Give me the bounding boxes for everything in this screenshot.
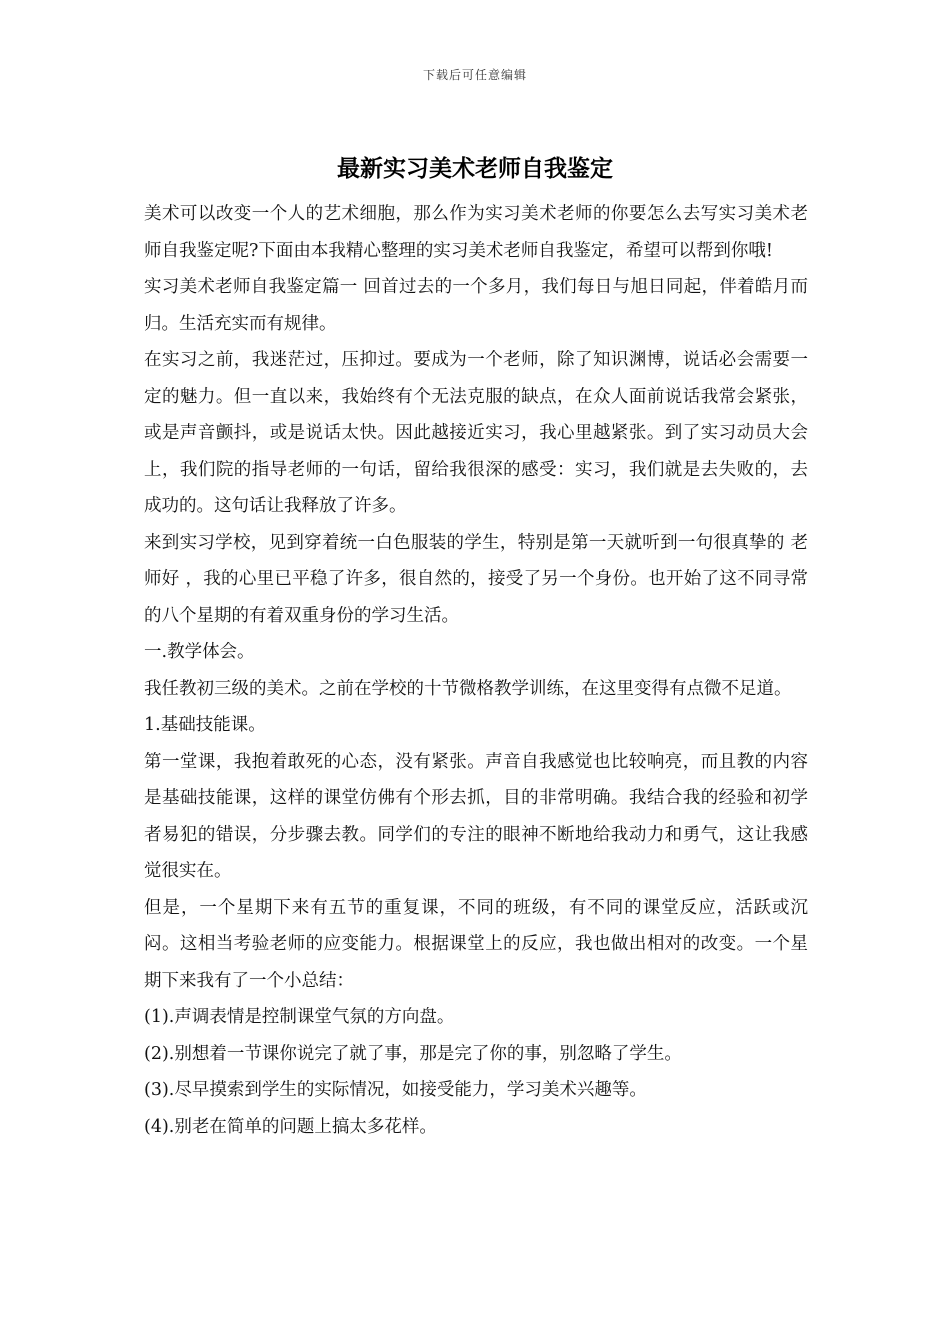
list-item-1: (1).声调表情是控制课堂气氛的方向盘。 bbox=[144, 1007, 455, 1027]
paragraph-repeat-classes: 但是，一个星期下来有五节的重复课，不同的班级，有不同的课堂反应，活跃或沉闷。这相当考验老师的应变能力。根据课堂上的反应，我也做出相对的改变。一个星期下来我有了一个小总结： bbox=[144, 897, 808, 991]
paragraph-intro: 美术可以改变一个人的艺术细胞，那么作为实习美术老师的你要怎么去写实习美术老师自我鉴定呢?下面由本我精心整理的实习美术老师自我鉴定，希望可以帮到你哦! bbox=[144, 204, 808, 261]
paragraph-before-internship: 在实习之前，我迷茫过，压抑过。要成为一个老师，除了知识渊博，说话必会需要一定的魅力。但一直以来，我始终有个无法克服的缺点，在众人面前说话我常会紧张，或是声音颤抖，或是说话太快。因此越接近实习，我心里越紧张。到了实习动员大会上，我们院的指导老师的一句话，留给我很深的感受：实习，我们就是去失败的，去成功的。这句话让我释放了许多。 bbox=[144, 350, 808, 516]
subsection-heading-basic-skills: 1.基础技能课。 bbox=[144, 715, 266, 735]
document-title: 最新实习美术老师自我鉴定 bbox=[337, 155, 613, 182]
document-body bbox=[144, 196, 808, 1145]
paragraph-first-class: 第一堂课，我抱着敢死的心态，没有紧张。声音自我感觉也比较响亮，而且教的内容是基础技能课，这样的课堂仿佛有个形去抓，目的非常明确。我结合我的经验和初学者易犯的错误，分步骤去教。同学们的专注的眼神不断地给我动力和勇气，这让我感觉很实在。 bbox=[144, 751, 808, 881]
list-item-3: (3).尽早摸索到学生的实际情况，如接受能力，学习美术兴趣等。 bbox=[144, 1080, 647, 1100]
section-heading-teaching: 一.教学体会。 bbox=[144, 642, 255, 662]
list-item-4: (4).别老在简单的问题上搞太多花样。 bbox=[144, 1116, 437, 1137]
paragraph-arrival-school: 来到实习学校，见到穿着统一白色服装的学生，特别是第一天就听到一句很真挚的 老师好 ，我的心里已平稳了许多，很自然的，接受了另一个身份。也开始了这不同寻常的八个星期的有着双重身份的学习生活。 bbox=[144, 532, 808, 626]
list-item-2: (2).别想着一节课你说完了就了事，那是完了你的事，别忽略了学生。 bbox=[144, 1043, 682, 1064]
paragraph-article-one-opening: 实习美术老师自我鉴定篇一 回首过去的一个多月，我们每日与旭日同起，伴着皓月而归。生活充实而有规律。 bbox=[144, 277, 808, 334]
header-note: 下载后可任意编辑 bbox=[422, 68, 527, 82]
paragraph-teaching-grade: 我任教初三级的美术。之前在学校的十节微格教学训练，在这里变得有点微不足道。 bbox=[144, 678, 792, 699]
